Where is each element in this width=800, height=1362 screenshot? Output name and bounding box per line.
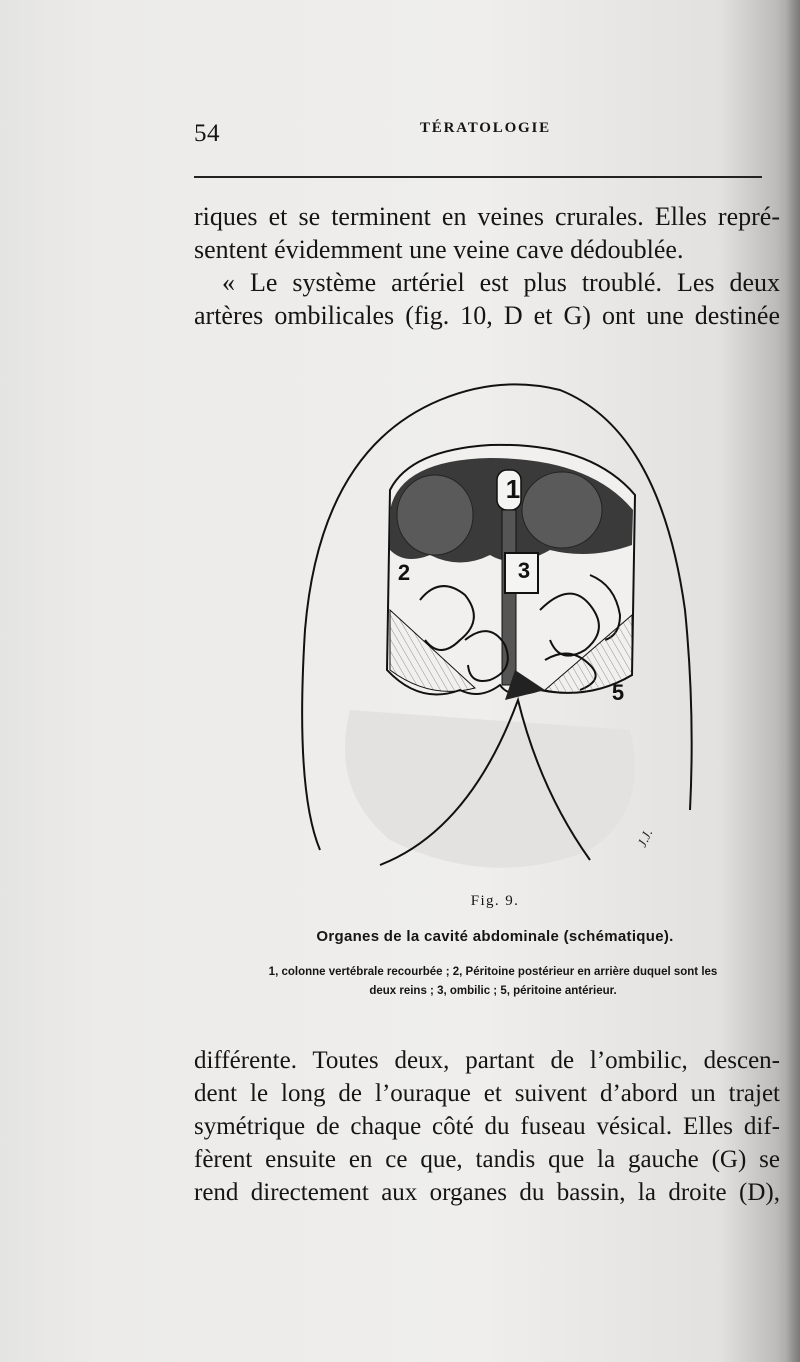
anatomical-figure xyxy=(290,370,710,890)
engraver-signature: J.J. xyxy=(634,826,656,850)
header-rule xyxy=(194,176,762,178)
left-kidney xyxy=(397,475,473,555)
ghost-shape xyxy=(345,710,635,868)
text-line: « Le système artériel est plus troublé. Les deux xyxy=(222,268,780,297)
figure-drawing xyxy=(290,370,710,890)
legend-line: 1, colonne vertébrale recourbée ; 2, Péritoine postérieur en arrière duquel sont les xyxy=(268,966,718,978)
figure-caption-title: Organes de la cavité abdominale (schématique). xyxy=(316,928,674,945)
label-2: 2 xyxy=(397,560,411,585)
legend-line: deux reins ; 3, ombilic ; 5, péritoine antérieur. xyxy=(369,985,617,997)
text-line: fèrent ensuite en ce que, tandis que la gauche (G) se xyxy=(194,1146,780,1173)
label-5: 5 xyxy=(611,680,625,705)
right-kidney xyxy=(522,472,602,548)
label-1: 1 xyxy=(505,474,521,504)
text-line: artères ombilicales (fig. 10, D et G) ont une destinée xyxy=(194,301,780,330)
text-line: rend directement aux organes du bassin, la droite (D), xyxy=(194,1179,780,1206)
text-line: sentent évidemment une veine cave dédoublée. xyxy=(194,235,684,264)
page-number: 54 xyxy=(194,120,220,147)
paragraph-bottom xyxy=(194,1044,780,1209)
paragraph-top xyxy=(194,200,780,332)
text-line: riques et se terminent en veines crurales. Elles repré- xyxy=(194,202,780,231)
label-3: 3 xyxy=(517,558,531,583)
figure-number: Fig. 9. xyxy=(470,893,520,909)
text-line: différente. Toutes deux, partant de l’ombilic, descen- xyxy=(194,1047,780,1074)
text-line: symétrique de chaque côté du fuseau vésical. Elles dif- xyxy=(194,1113,780,1140)
text-line: dent le long de l’ouraque et suivent d’abord un trajet xyxy=(194,1080,780,1107)
figure-legend xyxy=(206,963,780,1001)
vertebral-column xyxy=(502,510,516,685)
page-edge-shadow xyxy=(786,0,800,1362)
running-title: TÉRATOLOGIE xyxy=(420,120,551,136)
